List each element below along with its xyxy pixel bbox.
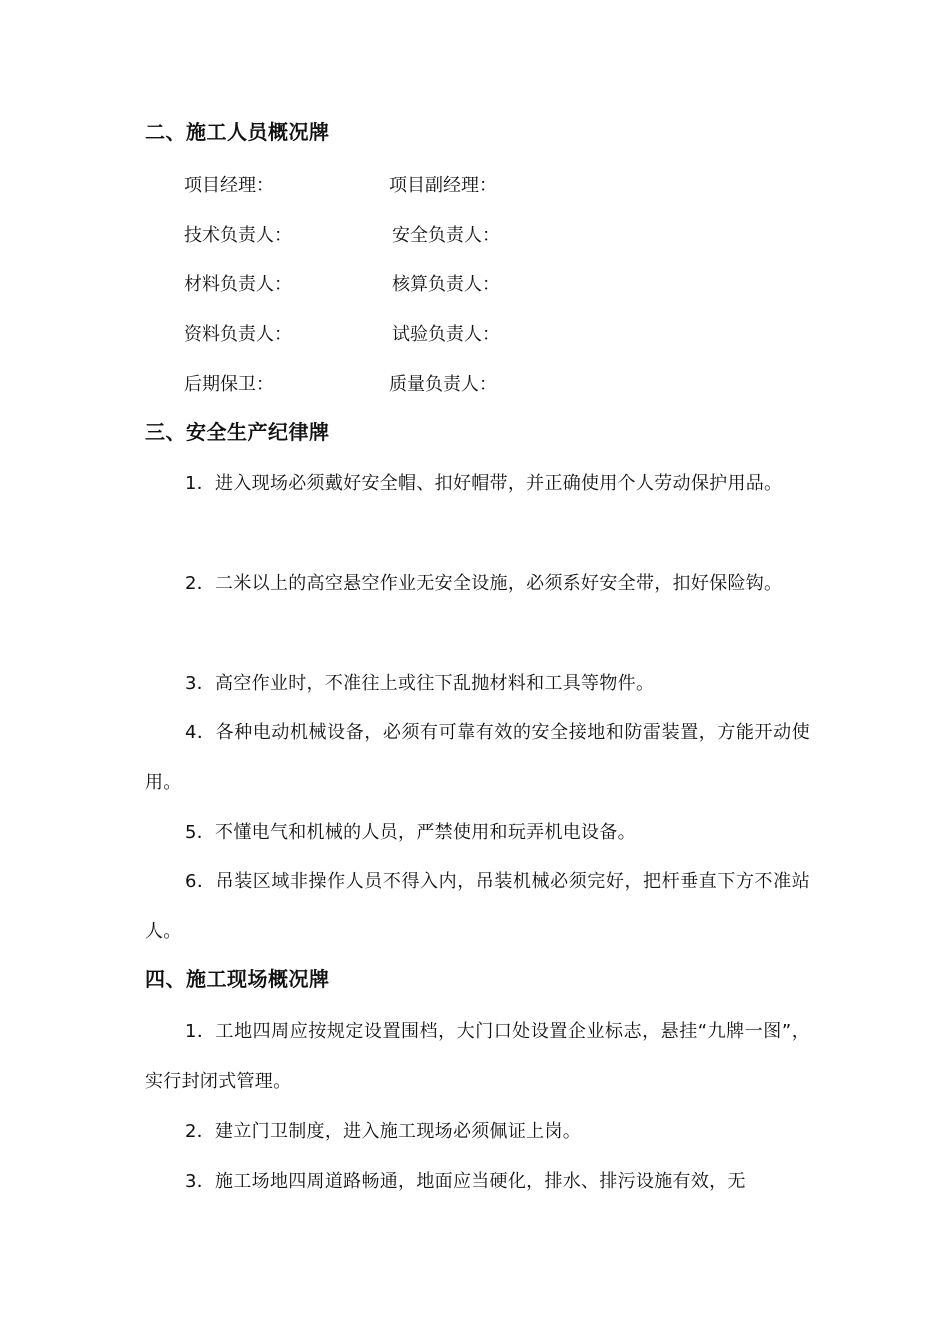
staff-label-safety-lead: 安全负责人： <box>392 225 500 246</box>
discipline-item-1: 1．进入现场必须戴好安全帽、扣好帽带，并正确使用个人劳动保护用品。 <box>185 473 783 494</box>
staff-label-technical-lead: 技术负责人： <box>184 225 292 246</box>
discipline-item-6: 6．吊装区域非操作人员不得入内，吊装机械必须完好，把杆垂直下方不准站人。 <box>145 871 810 942</box>
discipline-item-5: 5．不懂电气和机械的人员，严禁使用和玩弄机电设备。 <box>185 822 636 843</box>
discipline-item-2: 2．二米以上的高空悬空作业无安全设施，必须系好安全带，扣好保险钩。 <box>185 573 783 594</box>
staff-label-security: 后期保卫： <box>184 374 274 395</box>
discipline-item-3: 3．高空作业时，不准往上或往下乱抛材料和工具等物件。 <box>185 673 655 694</box>
staff-label-documents-lead: 资料负责人： <box>184 324 292 345</box>
site-item-3: 3．施工场地四周道路畅通，地面应当硬化，排水、排污设施有效，无 <box>185 1171 746 1192</box>
staff-label-accounting-lead: 核算负责人： <box>392 274 500 295</box>
site-item-1: 1．工地四周应按规定设置围档，大门口处设置企业标志，悬挂“九牌一图”，实行封闭式管理。 <box>145 1021 810 1092</box>
staff-label-testing-lead: 试验负责人： <box>392 324 500 345</box>
staff-label-quality-lead: 质量负责人： <box>389 374 497 395</box>
section-3-heading: 三、安全生产纪律牌 <box>145 420 330 444</box>
staff-label-deputy-manager: 项目副经理： <box>389 175 497 196</box>
section-4-heading: 四、施工现场概况牌 <box>145 967 330 991</box>
section-2-heading: 二、施工人员概况牌 <box>145 120 330 144</box>
staff-label-materials-lead: 材料负责人： <box>184 274 292 295</box>
staff-label-project-manager: 项目经理： <box>184 175 274 196</box>
discipline-item-4: 4．各种电动机械设备，必须有可靠有效的安全接地和防雷装置，方能开动使用。 <box>145 722 810 793</box>
site-item-2: 2．建立门卫制度，进入施工现场必须佩证上岗。 <box>185 1121 582 1142</box>
